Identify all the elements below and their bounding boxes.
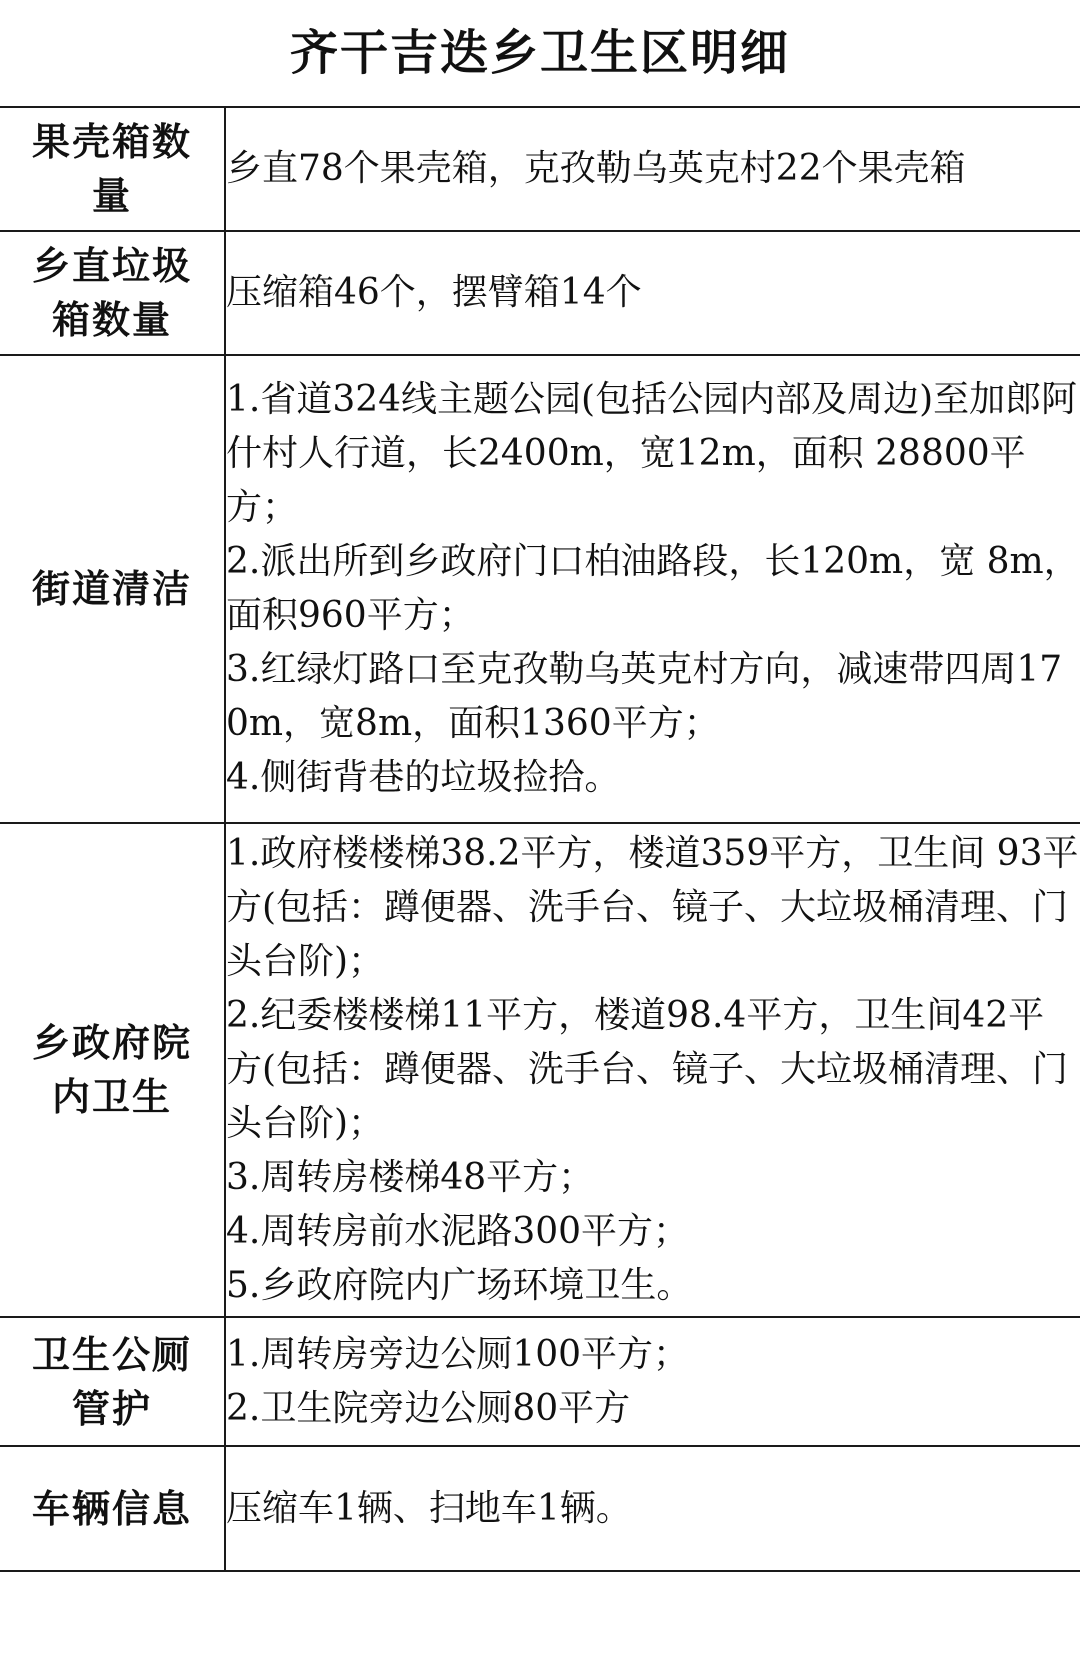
content-line: 2.卫生院旁边公厕80平方 bbox=[226, 1387, 631, 1429]
content-line: 2.派出所到乡政府门口柏油路段，长120m，宽 8m，面积960平方； bbox=[226, 541, 1080, 636]
row-label-cell bbox=[0, 355, 225, 823]
row-label-cell bbox=[0, 107, 225, 231]
row-label-government-courtyard: 乡政府院内卫生 bbox=[31, 1021, 192, 1119]
content-line: 压缩箱46个，摆臂箱14个 bbox=[226, 272, 642, 313]
content-line: 4.侧街背巷的垃圾捡拾。 bbox=[226, 757, 621, 798]
content-line: 1.省道324线主题公园(包括公园内部及周边)至加郎阿什村人行道，长2400m，宽12m，面积 28800平方； bbox=[226, 379, 1078, 528]
row-content-cell bbox=[225, 107, 1080, 231]
table-row-public-toilets bbox=[0, 1317, 1080, 1446]
table-row-vehicles bbox=[0, 1446, 1080, 1571]
content-line: 5.乡政府院内广场环境卫生。 bbox=[226, 1265, 693, 1306]
row-content-cell bbox=[225, 355, 1080, 823]
content-line: 压缩车1辆、扫地车1辆。 bbox=[226, 1487, 632, 1529]
content-line: 2.纪委楼楼梯11平方，楼道98.4平方，卫生间42平方(包括：蹲便器、洗手台、镜子、大垃圾桶清理、门头台阶)； bbox=[226, 995, 1069, 1144]
content-line: 1.政府楼楼梯38.2平方，楼道359平方，卫生间 93平方(包括：蹲便器、洗手台、镜子、大垃圾桶清理、门头台阶)； bbox=[226, 833, 1079, 982]
row-content-cell bbox=[225, 1317, 1080, 1446]
row-label-cell bbox=[0, 823, 225, 1317]
content-line: 1.周转房旁边公厕100平方； bbox=[226, 1333, 690, 1375]
row-content-cell bbox=[225, 231, 1080, 355]
table-row-shell-bins bbox=[0, 107, 1080, 231]
table-row-street-cleaning bbox=[0, 355, 1080, 823]
row-content-cell bbox=[225, 823, 1080, 1317]
row-label-street-cleaning: 街道清洁 bbox=[31, 567, 192, 611]
page-title: 齐干吉迭乡卫生区明细 bbox=[289, 25, 790, 81]
row-label-vehicles: 车辆信息 bbox=[31, 1486, 192, 1531]
row-label-cell bbox=[0, 1317, 225, 1446]
row-label-cell bbox=[0, 231, 225, 355]
content-line: 3.周转房楼梯48平方； bbox=[226, 1157, 595, 1198]
row-label-public-toilets: 卫生公厕管护 bbox=[31, 1332, 192, 1431]
table-row-garbage-bins bbox=[0, 231, 1080, 355]
content-line: 4.周转房前水泥路300平方； bbox=[226, 1211, 690, 1252]
sanitation-detail-table bbox=[0, 106, 1080, 1572]
row-content-cell bbox=[225, 1446, 1080, 1571]
row-label-shell-bins: 果壳箱数量 bbox=[31, 120, 192, 218]
table-row-government-courtyard bbox=[0, 823, 1080, 1317]
content-line: 乡直78个果壳箱，克孜勒乌英克村22个果壳箱 bbox=[226, 148, 966, 189]
row-label-cell bbox=[0, 1446, 225, 1571]
content-line: 3.红绿灯路口至克孜勒乌英克村方向，减速带四周170m，宽8m，面积1360平方； bbox=[226, 649, 1063, 744]
row-label-garbage-bins: 乡直垃圾箱数量 bbox=[31, 244, 192, 342]
